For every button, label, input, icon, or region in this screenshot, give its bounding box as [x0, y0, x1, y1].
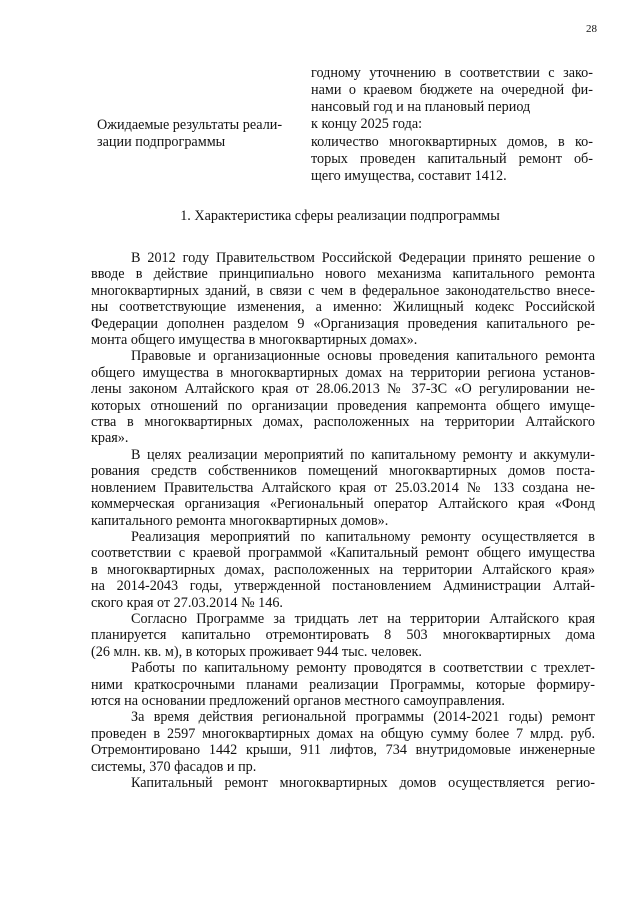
- paragraph: [91, 447, 595, 529]
- text-line: ются на основании предложений органов местного самоуправления.: [91, 692, 505, 709]
- text-line: Капитальный ремонт многоквартирных домов осуществляется регио-: [131, 775, 595, 791]
- text-line: общего имущества в многоквартирных домах на территории региона установ-: [91, 364, 595, 381]
- text-line: Правовые и организационные основы проведения капитального ремонта: [131, 348, 595, 365]
- paragraph: [91, 709, 595, 775]
- text-line: ства в многоквартирных домах, расположенных на территории Алтайского: [91, 414, 595, 431]
- text-line: которых отношений по организации проведения капремонта общего имуще-: [91, 397, 595, 414]
- text-line: в многоквартирных домах, расположенных на территории Алтайского края»: [91, 561, 595, 578]
- text-line: края».: [91, 430, 129, 447]
- text-line: За время действия региональной программы (2014-2021 годы) ремонт: [131, 709, 595, 726]
- text-line: соответствии с краевой программой «Капитальный ремонт общего имущества: [91, 545, 595, 562]
- table-label-line: зации подпрограммы: [97, 134, 226, 150]
- text-line: Федерации дополнен разделом 9 «Организация проведения капитального ре-: [91, 315, 595, 332]
- text-line: лены законом Алтайского края от 28.06.2013 № 37-ЗС «О регулировании не-: [91, 381, 595, 398]
- text-line: планируется капитально отремонтировать 8 503 многоквартирных дома: [91, 627, 595, 644]
- paragraph: [91, 775, 595, 791]
- text-line: системы, 370 фасадов и пр.: [91, 758, 257, 775]
- table-value-line: щего имущества, составит 1412.: [311, 168, 507, 184]
- text-line: Отремонтировано 1442 крыши, 911 лифтов, 734 внутридомовые инженерные: [91, 742, 595, 759]
- table-value-line: годному уточнению в соответствии с зако-: [311, 65, 593, 81]
- table-value-line: к концу 2025 года:: [311, 116, 423, 132]
- section-heading: 1. Характеристика сферы реализации подпрограммы: [180, 208, 500, 224]
- table-value-line: нами о краевом бюджете на очередной фи-: [311, 82, 593, 98]
- paragraph: [91, 611, 595, 660]
- text-line: Согласно Программе за тридцать лет на территории Алтайского края: [131, 610, 595, 627]
- text-line: (26 млн. кв. м), в которых проживает 944 тыс. человек.: [91, 643, 422, 660]
- text-line: В целях реализации мероприятий по капитальному ремонту и аккумули-: [131, 446, 595, 463]
- paragraph: [91, 660, 595, 709]
- table-value-line: количество многоквартирных домов, в ко-: [311, 134, 593, 150]
- text-line: вводе в действие принципиально нового механизма капитального ремонта: [91, 266, 595, 283]
- body-text: [91, 250, 595, 791]
- text-line: новлением Правительства Алтайского края от 25.03.2014 № 133 создана не-: [91, 479, 595, 496]
- text-line: многоквартирных зданий, в связи с чем в федеральное законодательство внесе-: [91, 282, 595, 299]
- text-line: коммерческая организация «Региональный оператор Алтайского края «Фонд: [91, 496, 595, 513]
- paragraph: [91, 348, 595, 446]
- text-line: ны соответствующие изменения, а именно: Жилищный кодекс Российской: [91, 299, 595, 316]
- text-line: ского края от 27.03.2014 № 146.: [91, 594, 283, 611]
- text-line: на 2014-2043 годы, утвержденной постановлением Администрации Алтай-: [91, 578, 595, 595]
- text-line: В 2012 году Правительством Российской Федерации принято решение о: [131, 250, 595, 266]
- table-label-line: Ожидаемые результаты реали-: [97, 117, 283, 133]
- page-number: 28: [586, 23, 597, 35]
- text-line: Реализация мероприятий по капитальному ремонту осуществляется в: [131, 528, 595, 545]
- text-line: монта общего имущества в многоквартирных домах».: [91, 332, 418, 349]
- text-line: капитального ремонта многоквартирных домов».: [91, 512, 389, 529]
- text-line: рования средств собственников помещений многоквартирных домов поста-: [91, 463, 595, 480]
- table-value-line: торых проведен капитальный ремонт об-: [311, 151, 593, 167]
- text-line: проведен в 2597 многоквартирных домах на общую сумму более 7 млрд. руб.: [91, 725, 595, 742]
- paragraph: [91, 529, 595, 611]
- paragraph: [91, 250, 595, 348]
- text-line: Работы по капитальному ремонту проводятся в соответствии с трехлет-: [131, 660, 595, 677]
- table-value-line: нансовый год и на плановый период: [311, 99, 531, 115]
- text-line: ними краткосрочными планами реализации Программы, которые формиру-: [91, 676, 595, 693]
